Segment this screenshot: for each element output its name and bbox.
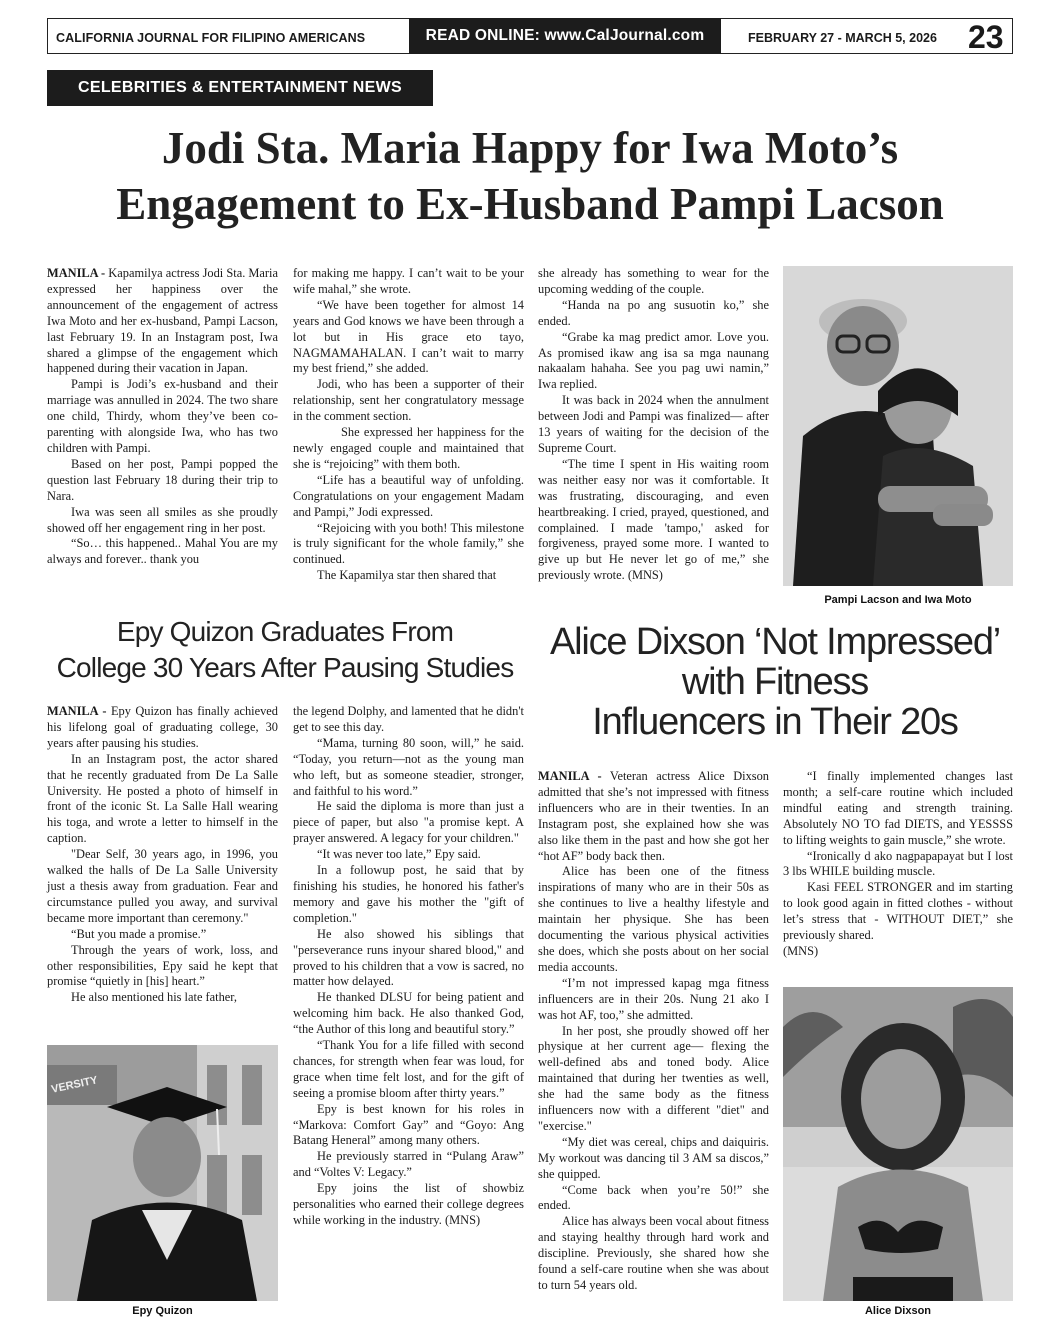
article1-paragraph: Iwa was seen all smiles as she proudly showed off her engagement ring in her post. bbox=[47, 504, 278, 535]
article3-headline-line1: Alice Dixson ‘Not Impressed’ bbox=[549, 621, 1000, 663]
article1-paragraph: “We have been together for almost 14 years and God knows we have been through a lot but in His grace eto tayo, NAGMAMAHALAN. I can’t wait to marry my best friend,” she added. bbox=[293, 297, 524, 376]
article2-dateline: MANILA - bbox=[47, 704, 107, 718]
article1-headline-line2: Engagement to Ex-Husband Pampi Lacson bbox=[116, 179, 944, 229]
article2-paragraph: Epy joins the list of showbiz personalities who earned their college degrees while working in the industry. (MNS) bbox=[293, 1181, 524, 1227]
article2-paragraph: He said the diploma is more than just a piece of paper, but also "a promise kept. A prayer answered. A legacy for your children." bbox=[293, 799, 524, 846]
beach-portrait-illustration bbox=[783, 987, 1013, 1301]
article3-paragraph: MANILA - Veteran actress Alice Dixson admitted that she’s not impressed with fitness influencers who are in their twenties. In an Instagram post, she explained how she was also like them in the past and how she got her “hot AF” body back then. bbox=[538, 769, 769, 863]
alice-dixson-photo bbox=[783, 987, 1013, 1301]
article1-paragraph: for making me happy. I can’t wait to be your wife mahal,” she wrote. bbox=[293, 266, 524, 296]
article3-paragraph: “I finally implemented changes last month; a self-care routine which included mindful eating and strength training. Absolutely NO TO fad DIETS, and YESSSS to lifting weights to gain muscle,” she wrote. bbox=[783, 769, 1013, 847]
alice-dixson-photo-caption: Alice Dixson bbox=[864, 1305, 932, 1317]
article1-paragraph: she already has something to wear for the upcoming wedding of the couple. bbox=[538, 266, 769, 296]
article3-paragraph: “Ironically d ako nagpapapayat but I lost 3 lbs WHILE building muscle. bbox=[783, 848, 1013, 879]
article1-paragraph: Jodi, who has been a supporter of their relationship, sent her congratulatory message in the comment section. bbox=[293, 377, 524, 424]
article3-paragraph: “I’m not impressed kapag mga fitness influencers are in their 20s. Nung 21 ako I was hot AF, too,” she admitted. bbox=[538, 975, 769, 1022]
article3-column-1 bbox=[538, 769, 769, 1294]
article1-headline-line1: Jodi Sta. Maria Happy for Iwa Moto’s bbox=[161, 123, 899, 173]
article1-dateline: MANILA - bbox=[47, 266, 106, 280]
article2-paragraph: Epy is best known for his roles in “Markova: Comfort Gay” and “Goyo: Ang Batang Heneral” among many others. bbox=[293, 1101, 524, 1148]
article2-column-2 bbox=[293, 704, 524, 1229]
article2-paragraph: "Dear Self, 30 years ago, in 1996, you walked the halls of De La Salle University just a thesis away from graduation. Fear and circumstance pulled you away, and survival became more important than ceremony." bbox=[47, 847, 278, 925]
article2-headline bbox=[47, 614, 523, 686]
section-label: CELEBRITIES & ENTERTAINMENT NEWS bbox=[47, 70, 433, 106]
page-number: 23 bbox=[968, 19, 1004, 55]
masthead-bar bbox=[47, 18, 1013, 54]
article3-paragraph: In her post, she proudly showed off her physique at her current age— flexing the well-defined abs and toned body. Alice maintained that during her twenties as well, she had the same body as the fitness influencers now with a different "diet" and "exercise." bbox=[538, 1023, 769, 1133]
article2-paragraph: “It was never too late,” Epy said. bbox=[317, 847, 481, 862]
building-sign: VERSITY bbox=[50, 1074, 99, 1096]
article3-paragraph: “Come back when you’re 50!” she ended. bbox=[538, 1182, 769, 1213]
article2-paragraph: “Thank You for a life filled with second chances, for strength when fear was loud, for grace when time felt lost, and for the gift of seeing a promise bloom after thirty years.” bbox=[293, 1038, 524, 1100]
article2-paragraph: the legend Dolphy, and lamented that he didn't get to see this day. bbox=[293, 704, 524, 734]
article3-paragraph: Kasi FEEL STRONGER and im starting to look good again in fitted clothes - without let’s stress that - WITHOUT DIET,” she previously shared. bbox=[783, 880, 1013, 943]
article3-paragraph: (MNS) bbox=[783, 943, 819, 958]
article1-paragraph: The Kapamilya star then shared that bbox=[317, 568, 497, 583]
article2-paragraph: “But you made a promise.” bbox=[71, 926, 207, 941]
article1-paragraph: “The time I spent in His waiting room was neither easy nor was it comfortable. It was frustrating, discouraging, and even heartbreaking. I cried, prayed, questioned, and complained. I made 'tampo,' asked for forgiveness, prayed some more. I wanted to give up but He never let go of me,” she previously wrote. (MNS) bbox=[538, 456, 769, 583]
article3-paragraph: Alice has always been vocal about fitness and staying healthy through hard work and discipline. Previously, she shared how she found a self-care routine when she was about to turn 54 years old. bbox=[538, 1214, 769, 1292]
couple-photo-illustration bbox=[783, 266, 1013, 586]
article1-paragraph: It was back in 2024 when the annulment between Jodi and Pampi was finalized— after 13 years of waiting for the decision of the Supreme Court. bbox=[538, 393, 769, 455]
article2-headline-line2: College 30 Years After Pausing Studies bbox=[56, 652, 514, 683]
article2-column-1 bbox=[47, 704, 278, 1006]
article1-paragraph: “Life has a beautiful way of unfolding. Congratulations on your engagement Madam and Pampi,” Jodi expressed. bbox=[293, 472, 524, 519]
epy-quizon-photo bbox=[47, 1045, 278, 1301]
article2-paragraph: He thanked DLSU for being patient and welcoming him back. He also thanked God, “the Author of this long and beautiful story.” bbox=[293, 990, 524, 1037]
article1-paragraph: “Grabe ka mag predict amor. Love you. As promised ikaw ang isa sa mga naunang nakaalam hahaha. See you pag uwi namin,” Iwa replied. bbox=[538, 329, 769, 392]
pampi-iwa-photo-caption: Pampi Lacson and Iwa Moto bbox=[824, 594, 972, 606]
article3-headline bbox=[530, 622, 1020, 742]
pampi-iwa-photo bbox=[783, 266, 1013, 586]
article3-paragraph: “My diet was cereal, chips and daiquiris. My workout was dancing til 3 AM sa discos,” she quipped. bbox=[538, 1134, 769, 1181]
read-online-link[interactable]: READ ONLINE: www.CalJournal.com bbox=[409, 18, 721, 54]
publication-name: CALIFORNIA JOURNAL FOR FILIPINO AMERICANS bbox=[56, 31, 366, 45]
article3-dateline: MANILA - bbox=[538, 769, 602, 783]
article2-paragraph: In a followup post, he said that by finishing his studies, he honored his father's memory and gave his mother the "gift of completion." bbox=[293, 863, 524, 925]
article1-column-1 bbox=[47, 266, 278, 568]
article2-paragraph: “Mama, turning 80 soon, will,” he said. “Today, you return—not as the young man who left, but as someone steadier, stronger, and faithful to his word.” bbox=[293, 735, 524, 798]
article2-paragraph: He also showed his siblings that "perseverance runs inyour shared blood," and proved to his children that a vow is sacred, no matter how delayed. bbox=[293, 926, 524, 989]
article2-paragraph: MANILA - Epy Quizon has finally achieved his lifelong goal of graduating college, 30 years after pausing his studies. bbox=[47, 704, 279, 750]
article2-paragraph: He also mentioned his late father, bbox=[71, 990, 238, 1005]
article2-paragraph: Through the years of work, loss, and other responsibilities, Epy said he kept that promise “quietly in [his] heart.” bbox=[47, 942, 278, 989]
article1-column-3 bbox=[538, 266, 769, 584]
article1-paragraph: “Handa na po ang susuotin ko,” she ended. bbox=[538, 297, 769, 328]
article1-paragraph: MANILA - Kapamilya actress Jodi Sta. Maria expressed her happiness over the announcement of the engagement of actress Iwa Moto and her ex-husband, Pampi Lacson, last February 19. In an Instagram post, Iwa shared a glimpse of the engagement which happened during their vacation in Japan. bbox=[47, 266, 278, 376]
article3-paragraph: Alice has been one of the fitness inspirations of many who are in their 50s as she continues to live a healthy lifestyle and maintain her physique. She has been documenting the various physical activities she does, which she posts about on her social media accounts. bbox=[538, 864, 769, 974]
article1-column-2 bbox=[293, 266, 524, 584]
article1-headline bbox=[47, 120, 1013, 232]
epy-quizon-photo-caption: Epy Quizon bbox=[132, 1305, 193, 1317]
article1-paragraph: Pampi is Jodi’s ex-husband and their marriage was annulled in 2024. The two share one child, Thirdy, whom they’ve been co-parenting with alongside Iwa, who has two children with Pampi. bbox=[47, 377, 278, 455]
article3-headline-line3: Influencers in Their 20s bbox=[592, 701, 958, 743]
article2-headline-line1: Epy Quizon Graduates From bbox=[116, 616, 454, 647]
article1-paragraph: “So… this happened.. Mahal You are my always and forever.. thank you bbox=[47, 536, 278, 567]
article1-paragraph: Based on her post, Pampi popped the question last February 18 during their trip to Nara. bbox=[47, 456, 278, 503]
article1-paragraph: She expressed her happiness for the newly engaged couple and maintained that she is “rejoicing” with them both. bbox=[293, 425, 524, 471]
issue-date: FEBRUARY 27 - MARCH 5, 2026 bbox=[748, 31, 937, 45]
article1-paragraph: “Rejoicing with you both! This milestone is truly significant for the whole family,” she continued. bbox=[293, 520, 524, 567]
article2-paragraph: In an Instagram post, the actor shared that he recently graduated from De La Salle University. He posted a photo of himself in front of the iconic St. La Salle Hall wearing his toga, and wrote a letter to himself in the caption. bbox=[47, 751, 278, 846]
article2-paragraph: He previously starred in “Pulang Araw” and “Voltes V: Legacy.” bbox=[293, 1149, 524, 1180]
article3-column-2 bbox=[783, 769, 1013, 960]
article3-headline-line2: with Fitness bbox=[681, 661, 869, 703]
